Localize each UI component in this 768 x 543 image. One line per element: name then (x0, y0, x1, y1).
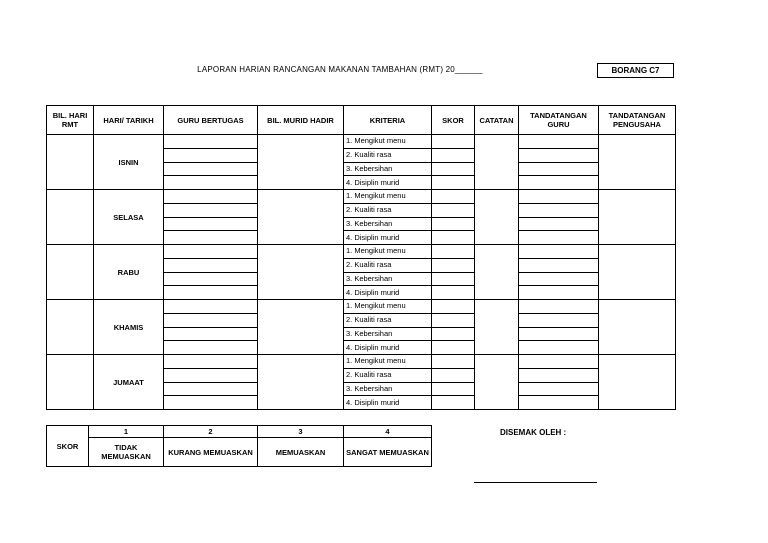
guru-bertugas-field[interactable] (164, 148, 258, 162)
guru-bertugas-field[interactable] (164, 272, 258, 286)
guru-bertugas-field[interactable] (164, 396, 258, 410)
verified-by-label: DISEMAK OLEH : (500, 428, 567, 437)
tt-guru-field[interactable] (519, 148, 599, 162)
bil-murid-field[interactable] (258, 355, 344, 410)
form-title: LAPORAN HARIAN RANCANGAN MAKANAN TAMBAHAN (RMT) 20______ (197, 65, 483, 74)
table-row (47, 190, 676, 204)
score-number: 4 (344, 426, 432, 438)
guru-bertugas-field[interactable] (164, 341, 258, 355)
score-number: 2 (164, 426, 258, 438)
guru-bertugas-field[interactable] (164, 135, 258, 149)
guru-bertugas-field[interactable] (164, 355, 258, 369)
tt-pengusaha-field[interactable] (599, 300, 676, 355)
signature-line (474, 482, 597, 483)
criteria-item: 1. Mengikut menu (344, 245, 432, 259)
catatan-field[interactable] (475, 190, 519, 245)
bil-hari-cell[interactable] (47, 190, 94, 245)
skor-field[interactable] (432, 245, 475, 259)
criteria-item: 3. Kebersihan (344, 327, 432, 341)
guru-bertugas-field[interactable] (164, 313, 258, 327)
criteria-item: 1. Mengikut menu (344, 300, 432, 314)
criteria-item: 2. Kualiti rasa (344, 148, 432, 162)
skor-field[interactable] (432, 368, 475, 382)
guru-bertugas-field[interactable] (164, 368, 258, 382)
bil-hari-cell[interactable] (47, 135, 94, 190)
score-description: KURANG MEMUASKAN (164, 438, 258, 467)
skor-field[interactable] (432, 313, 475, 327)
form-code: BORANG C7 (611, 66, 660, 75)
tt-guru-field[interactable] (519, 245, 599, 259)
table-header-row (47, 106, 676, 135)
col-guru-bertugas: GURU BERTUGAS (164, 106, 258, 135)
skor-field[interactable] (432, 190, 475, 204)
skor-field[interactable] (432, 382, 475, 396)
criteria-item: 4. Disiplin murid (344, 286, 432, 300)
day-label: ISNIN (94, 135, 164, 190)
col-catatan: CATATAN (475, 106, 519, 135)
score-description: MEMUASKAN (258, 438, 344, 467)
day-label: JUMAAT (94, 355, 164, 410)
guru-bertugas-field[interactable] (164, 231, 258, 245)
criteria-item: 3. Kebersihan (344, 162, 432, 176)
skor-field[interactable] (432, 176, 475, 190)
skor-field[interactable] (432, 203, 475, 217)
tt-guru-field[interactable] (519, 355, 599, 369)
criteria-item: 1. Mengikut menu (344, 135, 432, 149)
skor-field[interactable] (432, 148, 475, 162)
criteria-item: 4. Disiplin murid (344, 341, 432, 355)
tt-guru-field[interactable] (519, 396, 599, 410)
tt-pengusaha-field[interactable] (599, 355, 676, 410)
guru-bertugas-field[interactable] (164, 382, 258, 396)
tt-guru-field[interactable] (519, 231, 599, 245)
day-label: KHAMIS (94, 300, 164, 355)
skor-field[interactable] (432, 396, 475, 410)
guru-bertugas-field[interactable] (164, 245, 258, 259)
skor-field[interactable] (432, 231, 475, 245)
skor-field[interactable] (432, 355, 475, 369)
bil-murid-field[interactable] (258, 300, 344, 355)
table-row (47, 355, 676, 369)
guru-bertugas-field[interactable] (164, 286, 258, 300)
skor-field[interactable] (432, 300, 475, 314)
bil-hari-cell[interactable] (47, 355, 94, 410)
score-description: TIDAK MEMUASKAN (89, 438, 164, 467)
catatan-field[interactable] (475, 135, 519, 190)
criteria-item: 4. Disiplin murid (344, 231, 432, 245)
guru-bertugas-field[interactable] (164, 327, 258, 341)
criteria-item: 4. Disiplin murid (344, 396, 432, 410)
skor-field[interactable] (432, 217, 475, 231)
skor-field[interactable] (432, 272, 475, 286)
tt-guru-field[interactable] (519, 272, 599, 286)
score-label: SKOR (47, 426, 89, 467)
col-skor: SKOR (432, 106, 475, 135)
tt-pengusaha-field[interactable] (599, 190, 676, 245)
skor-field[interactable] (432, 286, 475, 300)
table-row (47, 135, 676, 149)
score-number: 1 (89, 426, 164, 438)
guru-bertugas-field[interactable] (164, 190, 258, 204)
bil-murid-field[interactable] (258, 190, 344, 245)
col-hari-tarikh: HARI/ TARIKH (94, 106, 164, 135)
tt-pengusaha-field[interactable] (599, 245, 676, 300)
col-bil-murid: BIL. MURID HADIR (258, 106, 344, 135)
score-scale-table (46, 425, 432, 467)
guru-bertugas-field[interactable] (164, 300, 258, 314)
skor-field[interactable] (432, 341, 475, 355)
tt-guru-field[interactable] (519, 300, 599, 314)
day-label: RABU (94, 245, 164, 300)
guru-bertugas-field[interactable] (164, 217, 258, 231)
criteria-item: 2. Kualiti rasa (344, 368, 432, 382)
col-tt-guru: TANDATANGAN GURU (519, 106, 599, 135)
criteria-item: 4. Disiplin murid (344, 176, 432, 190)
bil-murid-field[interactable] (258, 245, 344, 300)
tt-guru-field[interactable] (519, 135, 599, 149)
skor-field[interactable] (432, 135, 475, 149)
tt-guru-field[interactable] (519, 313, 599, 327)
criteria-item: 2. Kualiti rasa (344, 313, 432, 327)
tt-guru-field[interactable] (519, 286, 599, 300)
tt-guru-field[interactable] (519, 162, 599, 176)
guru-bertugas-field[interactable] (164, 176, 258, 190)
tt-guru-field[interactable] (519, 190, 599, 204)
criteria-item: 2. Kualiti rasa (344, 258, 432, 272)
catatan-field[interactable] (475, 245, 519, 300)
criteria-item: 3. Kebersihan (344, 217, 432, 231)
table-row (47, 300, 676, 314)
day-label: SELASA (94, 190, 164, 245)
tt-guru-field[interactable] (519, 203, 599, 217)
criteria-item: 3. Kebersihan (344, 272, 432, 286)
col-tt-pengusaha: TANDATANGAN PENGUSAHA (599, 106, 676, 135)
guru-bertugas-field[interactable] (164, 162, 258, 176)
col-bil-hari: BIL. HARI RMT (47, 106, 94, 135)
col-kriteria: KRITERIA (344, 106, 432, 135)
criteria-item: 1. Mengikut menu (344, 190, 432, 204)
tt-pengusaha-field[interactable] (599, 135, 676, 190)
tt-guru-field[interactable] (519, 258, 599, 272)
guru-bertugas-field[interactable] (164, 258, 258, 272)
skor-field[interactable] (432, 327, 475, 341)
criteria-item: 1. Mengikut menu (344, 355, 432, 369)
tt-guru-field[interactable] (519, 217, 599, 231)
tt-guru-field[interactable] (519, 341, 599, 355)
bil-hari-cell[interactable] (47, 300, 94, 355)
tt-guru-field[interactable] (519, 382, 599, 396)
skor-field[interactable] (432, 258, 475, 272)
catatan-field[interactable] (475, 300, 519, 355)
guru-bertugas-field[interactable] (164, 203, 258, 217)
score-description: SANGAT MEMUASKAN (344, 438, 432, 467)
form-code-box (597, 63, 674, 78)
daily-report-table (46, 105, 676, 410)
table-row (47, 245, 676, 259)
tt-guru-field[interactable] (519, 368, 599, 382)
catatan-field[interactable] (475, 355, 519, 410)
bil-murid-field[interactable] (258, 135, 344, 190)
criteria-item: 3. Kebersihan (344, 382, 432, 396)
tt-guru-field[interactable] (519, 176, 599, 190)
criteria-item: 2. Kualiti rasa (344, 203, 432, 217)
tt-guru-field[interactable] (519, 327, 599, 341)
bil-hari-cell[interactable] (47, 245, 94, 300)
skor-field[interactable] (432, 162, 475, 176)
score-number: 3 (258, 426, 344, 438)
